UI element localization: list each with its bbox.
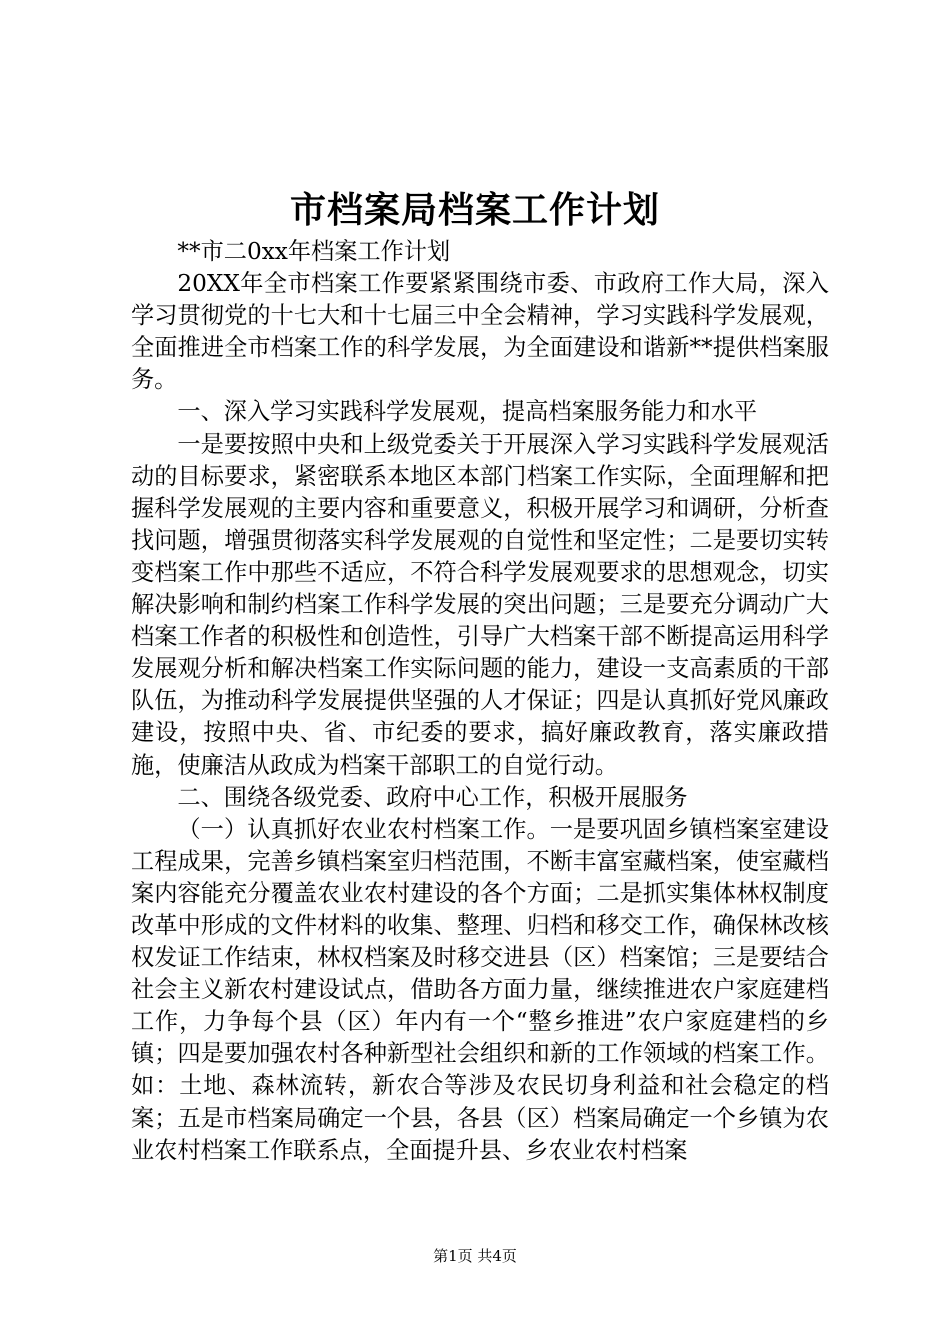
section-heading-1: 一、深入学习实践科学发展观，提高档案服务能力和水平 bbox=[177, 398, 758, 426]
document-title: 市档案局档案工作计划 bbox=[289, 189, 660, 231]
paragraph-section-2-item-1: （一）认真抓好农业农村档案工作。一是要巩固乡镇档案室建设工程成果，完善乡镇档案室归档范围，不断丰富室藏档案，使室藏档案内容能充分覆盖农业农村建设的各个方面；二是抓实集体林权制度改革中形成的文件材料的收集、整理、归档和移交工作，确保林改核权发证工作结束，林权档案及时移交进县（区）档案馆；三是要结合社会主义新农村建设试点，借助各方面力量，继续推进农户家庭建档工作，力争每个县（区）年内有一个“整乡推进”农户家庭建档的乡镇；四是要加强农村各种新型社会组织和新的工作领域的档案工作。如：土地、森林流转，新农合等涉及农民切身利益和社会稳定的档案；五是市档案局确定一个县，各县（区）档案局确定一个乡镇为农业农村档案工作联系点，全面提升县、乡农业农村档案 bbox=[131, 815, 829, 1164]
document-body bbox=[131, 236, 829, 1167]
section-heading-2: 二、围绕各级党委、政府中心工作，积极开展服务 bbox=[177, 783, 688, 811]
paragraph-section-1: 一是要按照中央和上级党委关于开展深入学习实践科学发展观活动的目标要求，紧密联系本地区本部门档案工作实际，全面理解和把握科学发展观的主要内容和重要意义，积极开展学习和调研，分析查找问题，增强贯彻落实科学发展观的自觉性和坚定性；二是要切实转变档案工作中那些不适应，不符合科学发展观要求的思想观念，切实解决影响和制约档案工作科学发展的突出问题；三是要充分调动广大档案工作者的积极性和创造性，引导广大档案干部不断提高运用科学发展观分析和解决档案工作实际问题的能力，建设一支高素质的干部队伍，为推动科学发展提供坚强的人才保证；四是认真抓好党风廉政建设，按照中央、省、市纪委的要求，搞好廉政教育，落实廉政措施，使廉洁从政成为档案干部职工的自觉行动。 bbox=[131, 430, 829, 779]
paragraph-intro: 20XX年全市档案工作要紧紧围绕市委、市政府工作大局，深入学习贯彻党的十七大和十七届三中全会精神，学习实践科学发展观，全面推进全市档案工作的科学发展，为全面建设和谐新**提供档案服务。 bbox=[131, 270, 829, 394]
page-footer: 第1页 共4页 bbox=[433, 1247, 517, 1265]
paragraph-subtitle: **市二0xx年档案工作计划 bbox=[177, 238, 451, 265]
